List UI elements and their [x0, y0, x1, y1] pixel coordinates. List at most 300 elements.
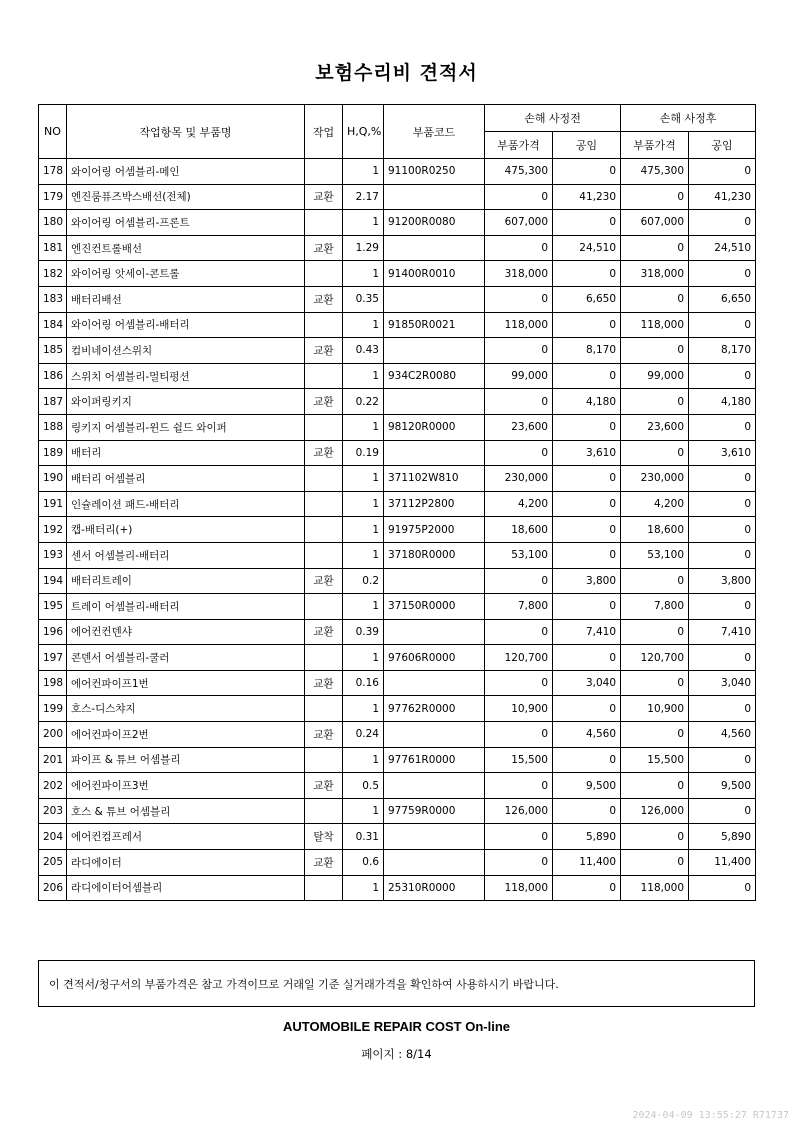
row-item-name: 트레이 어셈블리-배터리: [67, 594, 305, 620]
row-before-part-price: 0: [485, 286, 553, 312]
row-after-labor: 4,560: [689, 722, 756, 748]
row-hq: 0.35: [343, 286, 384, 312]
price-notice: 이 견적서/청구서의 부품가격은 참고 가격이므로 거래일 기준 실거래가격을 확인하여 사용하시기 바랍니다.: [38, 960, 755, 1007]
row-part-code: 97761R0000: [384, 747, 485, 773]
row-work: [305, 594, 343, 620]
row-item-name: 인슐레이션 패드-배터리: [67, 491, 305, 517]
row-no: 201: [39, 747, 67, 773]
row-after-labor: 0: [689, 210, 756, 236]
row-work: [305, 312, 343, 338]
row-before-part-price: 0: [485, 773, 553, 799]
row-no: 178: [39, 159, 67, 185]
header-before: 손해 사정전: [485, 105, 621, 132]
row-before-labor: 24,510: [553, 235, 621, 261]
row-after-labor: 3,610: [689, 440, 756, 466]
header-work: 작업: [305, 105, 343, 159]
table-row: [39, 363, 756, 389]
table-row: [39, 542, 756, 568]
row-work: 탈착: [305, 824, 343, 850]
row-after-part-price: 0: [621, 619, 689, 645]
row-work: [305, 159, 343, 185]
row-part-code: 37112P2800: [384, 491, 485, 517]
row-before-labor: 0: [553, 414, 621, 440]
row-part-code: 97606R0000: [384, 645, 485, 671]
table-row: [39, 210, 756, 236]
row-before-labor: 0: [553, 645, 621, 671]
row-before-part-price: 0: [485, 670, 553, 696]
row-work: 교환: [305, 440, 343, 466]
row-before-part-price: 318,000: [485, 261, 553, 287]
row-part-code: 91200R0080: [384, 210, 485, 236]
row-after-labor: 41,230: [689, 184, 756, 210]
row-no: 196: [39, 619, 67, 645]
row-part-code: [384, 440, 485, 466]
row-hq: 1: [343, 363, 384, 389]
row-after-labor: 7,410: [689, 619, 756, 645]
row-item-name: 엔진컨트롤배선: [67, 235, 305, 261]
table-row: [39, 850, 756, 876]
row-after-labor: 5,890: [689, 824, 756, 850]
row-before-labor: 3,040: [553, 670, 621, 696]
row-after-labor: 0: [689, 414, 756, 440]
row-after-part-price: 0: [621, 722, 689, 748]
row-before-part-price: 0: [485, 824, 553, 850]
row-hq: 1: [343, 491, 384, 517]
table-row: [39, 594, 756, 620]
row-after-labor: 0: [689, 747, 756, 773]
row-part-code: [384, 568, 485, 594]
header-item: 작업항목 및 부품명: [67, 105, 305, 159]
table-row: [39, 645, 756, 671]
row-item-name: 에어컨파이프2번: [67, 722, 305, 748]
row-work: [305, 645, 343, 671]
row-no: 191: [39, 491, 67, 517]
row-item-name: 엔진룸퓨즈박스배선(전체): [67, 184, 305, 210]
table-row: [39, 491, 756, 517]
row-after-labor: 0: [689, 363, 756, 389]
row-no: 203: [39, 798, 67, 824]
header-after: 손해 사정후: [621, 105, 756, 132]
row-before-part-price: 0: [485, 389, 553, 415]
row-hq: 0.2: [343, 568, 384, 594]
row-no: 198: [39, 670, 67, 696]
row-no: 185: [39, 338, 67, 364]
row-before-labor: 4,560: [553, 722, 621, 748]
row-part-code: [384, 850, 485, 876]
row-before-labor: 41,230: [553, 184, 621, 210]
row-item-name: 호스-디스챠지: [67, 696, 305, 722]
row-before-part-price: 0: [485, 722, 553, 748]
row-item-name: 배터리: [67, 440, 305, 466]
row-part-code: 91850R0021: [384, 312, 485, 338]
row-no: 197: [39, 645, 67, 671]
table-row: [39, 798, 756, 824]
row-work: 교환: [305, 670, 343, 696]
row-part-code: [384, 824, 485, 850]
row-after-part-price: 475,300: [621, 159, 689, 185]
row-after-part-price: 318,000: [621, 261, 689, 287]
row-work: [305, 875, 343, 901]
print-timestamp: 2024-04-09 13:55:27 R71737: [632, 1110, 789, 1121]
row-work: 교환: [305, 235, 343, 261]
row-after-part-price: 118,000: [621, 875, 689, 901]
row-after-part-price: 0: [621, 184, 689, 210]
row-after-part-price: 0: [621, 670, 689, 696]
row-before-labor: 7,410: [553, 619, 621, 645]
row-after-part-price: 0: [621, 824, 689, 850]
row-before-part-price: 118,000: [485, 875, 553, 901]
row-hq: 1: [343, 414, 384, 440]
header-hq: H,Q,%: [343, 105, 384, 159]
row-item-name: 캡-배터리(+): [67, 517, 305, 543]
row-before-part-price: 0: [485, 440, 553, 466]
row-no: 200: [39, 722, 67, 748]
row-after-part-price: 99,000: [621, 363, 689, 389]
document-title: 보험수리비 견적서: [315, 62, 478, 84]
row-after-labor: 0: [689, 645, 756, 671]
row-after-part-price: 0: [621, 338, 689, 364]
table-row: [39, 440, 756, 466]
row-before-labor: 0: [553, 542, 621, 568]
table-header: [39, 105, 756, 159]
row-work: 교환: [305, 389, 343, 415]
row-hq: 1: [343, 747, 384, 773]
row-after-labor: 3,040: [689, 670, 756, 696]
row-before-part-price: 230,000: [485, 466, 553, 492]
row-after-part-price: 230,000: [621, 466, 689, 492]
row-no: 187: [39, 389, 67, 415]
row-before-labor: 0: [553, 312, 621, 338]
row-hq: 1: [343, 645, 384, 671]
row-work: [305, 798, 343, 824]
row-hq: 1: [343, 261, 384, 287]
row-hq: 0.6: [343, 850, 384, 876]
row-part-code: [384, 389, 485, 415]
row-after-labor: 0: [689, 159, 756, 185]
row-no: 195: [39, 594, 67, 620]
row-part-code: [384, 338, 485, 364]
row-item-name: 스위치 어셈블리-멀티펑션: [67, 363, 305, 389]
row-item-name: 에어컨컨덴샤: [67, 619, 305, 645]
row-no: 184: [39, 312, 67, 338]
row-part-code: 97759R0000: [384, 798, 485, 824]
row-no: 179: [39, 184, 67, 210]
row-before-part-price: 7,800: [485, 594, 553, 620]
row-work: [305, 747, 343, 773]
row-after-labor: 0: [689, 261, 756, 287]
row-item-name: 배터리 어셈블리: [67, 466, 305, 492]
row-hq: 1: [343, 875, 384, 901]
row-hq: 1: [343, 517, 384, 543]
header-before-labor: 공임: [553, 132, 621, 159]
row-no: 190: [39, 466, 67, 492]
row-item-name: 에어컨파이프1번: [67, 670, 305, 696]
row-before-part-price: 10,900: [485, 696, 553, 722]
row-before-labor: 4,180: [553, 389, 621, 415]
row-after-part-price: 18,600: [621, 517, 689, 543]
row-item-name: 와이어링 앗세이-콘트롤: [67, 261, 305, 287]
row-no: 189: [39, 440, 67, 466]
row-before-part-price: 120,700: [485, 645, 553, 671]
row-item-name: 라디에이터어셈블리: [67, 875, 305, 901]
row-hq: 1: [343, 159, 384, 185]
header-after-part-price: 부품가격: [621, 132, 689, 159]
row-before-labor: 3,610: [553, 440, 621, 466]
row-after-labor: 0: [689, 491, 756, 517]
row-before-part-price: 607,000: [485, 210, 553, 236]
row-work: [305, 414, 343, 440]
row-part-code: 91975P2000: [384, 517, 485, 543]
row-work: 교환: [305, 773, 343, 799]
row-after-part-price: 0: [621, 773, 689, 799]
row-after-part-price: 0: [621, 286, 689, 312]
row-item-name: 파이프 & 튜브 어셈블리: [67, 747, 305, 773]
row-item-name: 링키지 어셈블리-윈드 쉴드 와이퍼: [67, 414, 305, 440]
row-no: 204: [39, 824, 67, 850]
row-item-name: 콘덴서 어셈블리-쿨러: [67, 645, 305, 671]
row-no: 182: [39, 261, 67, 287]
row-hq: 1: [343, 210, 384, 236]
row-before-labor: 0: [553, 261, 621, 287]
row-work: [305, 363, 343, 389]
row-part-code: 97762R0000: [384, 696, 485, 722]
row-work: [305, 517, 343, 543]
row-no: 194: [39, 568, 67, 594]
row-after-part-price: 118,000: [621, 312, 689, 338]
table-row: [39, 466, 756, 492]
row-after-part-price: 10,900: [621, 696, 689, 722]
row-after-labor: 0: [689, 517, 756, 543]
table-row: [39, 389, 756, 415]
table-row: [39, 159, 756, 185]
row-after-part-price: 126,000: [621, 798, 689, 824]
table-row: [39, 338, 756, 364]
row-work: [305, 542, 343, 568]
row-after-labor: 3,800: [689, 568, 756, 594]
row-hq: 1: [343, 594, 384, 620]
table-row: [39, 184, 756, 210]
table-row: [39, 773, 756, 799]
row-part-code: [384, 773, 485, 799]
row-before-part-price: 0: [485, 184, 553, 210]
row-before-part-price: 18,600: [485, 517, 553, 543]
row-before-part-price: 126,000: [485, 798, 553, 824]
row-before-labor: 0: [553, 875, 621, 901]
row-after-part-price: 0: [621, 389, 689, 415]
row-no: 206: [39, 875, 67, 901]
row-before-labor: 8,170: [553, 338, 621, 364]
row-hq: 2.17: [343, 184, 384, 210]
row-after-labor: 0: [689, 542, 756, 568]
row-no: 202: [39, 773, 67, 799]
row-part-code: [384, 619, 485, 645]
table-row: [39, 517, 756, 543]
row-before-part-price: 23,600: [485, 414, 553, 440]
row-before-part-price: 15,500: [485, 747, 553, 773]
table-row: [39, 414, 756, 440]
row-hq: 1: [343, 798, 384, 824]
row-before-labor: 0: [553, 747, 621, 773]
row-before-part-price: 53,100: [485, 542, 553, 568]
row-before-labor: 0: [553, 696, 621, 722]
row-no: 183: [39, 286, 67, 312]
row-no: 188: [39, 414, 67, 440]
row-before-labor: 0: [553, 517, 621, 543]
row-work: 교환: [305, 722, 343, 748]
row-work: 교환: [305, 619, 343, 645]
row-part-code: 37180R0000: [384, 542, 485, 568]
row-hq: 1: [343, 696, 384, 722]
header-before-part-price: 부품가격: [485, 132, 553, 159]
row-after-part-price: 0: [621, 568, 689, 594]
row-part-code: [384, 184, 485, 210]
row-no: 205: [39, 850, 67, 876]
row-after-part-price: 0: [621, 440, 689, 466]
row-hq: 1.29: [343, 235, 384, 261]
row-work: 교환: [305, 850, 343, 876]
row-after-part-price: 7,800: [621, 594, 689, 620]
row-work: [305, 696, 343, 722]
row-work: 교환: [305, 286, 343, 312]
row-part-code: [384, 235, 485, 261]
row-before-part-price: 0: [485, 850, 553, 876]
row-after-labor: 9,500: [689, 773, 756, 799]
row-work: 교환: [305, 184, 343, 210]
row-before-labor: 9,500: [553, 773, 621, 799]
row-before-part-price: 0: [485, 235, 553, 261]
row-before-part-price: 99,000: [485, 363, 553, 389]
row-after-labor: 0: [689, 696, 756, 722]
row-before-labor: 3,800: [553, 568, 621, 594]
row-hq: 0.19: [343, 440, 384, 466]
row-no: 181: [39, 235, 67, 261]
row-hq: 0.43: [343, 338, 384, 364]
row-part-code: 371102W810: [384, 466, 485, 492]
row-after-labor: 8,170: [689, 338, 756, 364]
row-item-name: 배터리배선: [67, 286, 305, 312]
row-before-part-price: 0: [485, 338, 553, 364]
row-item-name: 에어컨컴프레서: [67, 824, 305, 850]
row-item-name: 컴비네이션스위치: [67, 338, 305, 364]
row-no: 180: [39, 210, 67, 236]
row-after-labor: 6,650: [689, 286, 756, 312]
row-after-part-price: 607,000: [621, 210, 689, 236]
row-after-labor: 0: [689, 466, 756, 492]
row-hq: 1: [343, 466, 384, 492]
row-before-part-price: 0: [485, 568, 553, 594]
row-after-part-price: 0: [621, 850, 689, 876]
row-work: 교환: [305, 568, 343, 594]
row-after-part-price: 4,200: [621, 491, 689, 517]
footer-title: AUTOMOBILE REPAIR COST On-line: [282, 1019, 511, 1034]
row-part-code: 98120R0000: [384, 414, 485, 440]
row-after-part-price: 120,700: [621, 645, 689, 671]
table-row: [39, 696, 756, 722]
row-before-labor: 0: [553, 798, 621, 824]
row-after-labor: 0: [689, 798, 756, 824]
row-before-labor: 6,650: [553, 286, 621, 312]
table-row: [39, 312, 756, 338]
table-row: [39, 670, 756, 696]
row-part-code: 934C2R0080: [384, 363, 485, 389]
row-no: 192: [39, 517, 67, 543]
row-before-labor: 0: [553, 594, 621, 620]
row-after-part-price: 15,500: [621, 747, 689, 773]
row-item-name: 라디에이터: [67, 850, 305, 876]
row-item-name: 센서 어셈블리-배터리: [67, 542, 305, 568]
row-after-part-price: 0: [621, 235, 689, 261]
row-item-name: 와이어링 어셈블리-배터리: [67, 312, 305, 338]
row-part-code: 91400R0010: [384, 261, 485, 287]
table-row: [39, 568, 756, 594]
row-work: [305, 491, 343, 517]
row-no: 186: [39, 363, 67, 389]
row-after-labor: 0: [689, 875, 756, 901]
row-item-name: 와이어링 어셈블리-메인: [67, 159, 305, 185]
row-before-labor: 11,400: [553, 850, 621, 876]
row-no: 199: [39, 696, 67, 722]
table-row: [39, 261, 756, 287]
page-number: 페이지 : 8/14: [361, 1047, 432, 1061]
row-hq: 0.5: [343, 773, 384, 799]
table-row: [39, 875, 756, 901]
row-part-code: [384, 722, 485, 748]
row-before-labor: 0: [553, 159, 621, 185]
row-work: [305, 261, 343, 287]
row-after-labor: 4,180: [689, 389, 756, 415]
row-before-part-price: 118,000: [485, 312, 553, 338]
row-item-name: 호스 & 튜브 어셈블리: [67, 798, 305, 824]
row-part-code: [384, 670, 485, 696]
row-after-labor: 0: [689, 312, 756, 338]
row-work: 교환: [305, 338, 343, 364]
row-before-labor: 5,890: [553, 824, 621, 850]
row-before-labor: 0: [553, 491, 621, 517]
row-after-part-price: 53,100: [621, 542, 689, 568]
table-row: [39, 286, 756, 312]
row-part-code: [384, 286, 485, 312]
header-no: NO: [39, 105, 67, 159]
table-row: [39, 722, 756, 748]
table-row: [39, 235, 756, 261]
row-hq: 0.39: [343, 619, 384, 645]
row-hq: 0.16: [343, 670, 384, 696]
row-part-code: 91100R0250: [384, 159, 485, 185]
row-hq: 0.24: [343, 722, 384, 748]
row-work: [305, 466, 343, 492]
table-row: [39, 747, 756, 773]
row-no: 193: [39, 542, 67, 568]
row-part-code: 37150R0000: [384, 594, 485, 620]
row-item-name: 배터리트레이: [67, 568, 305, 594]
row-work: [305, 210, 343, 236]
row-before-part-price: 475,300: [485, 159, 553, 185]
row-before-labor: 0: [553, 210, 621, 236]
table-row: [39, 619, 756, 645]
row-after-labor: 24,510: [689, 235, 756, 261]
row-hq: 1: [343, 542, 384, 568]
row-item-name: 와이어링 어셈블리-프론트: [67, 210, 305, 236]
row-before-part-price: 4,200: [485, 491, 553, 517]
row-item-name: 와이퍼링키지: [67, 389, 305, 415]
row-before-labor: 0: [553, 466, 621, 492]
row-after-labor: 0: [689, 594, 756, 620]
row-part-code: 25310R0000: [384, 875, 485, 901]
row-hq: 1: [343, 312, 384, 338]
table-row: [39, 824, 756, 850]
row-item-name: 에어컨파이프3번: [67, 773, 305, 799]
estimate-table: [38, 104, 756, 901]
